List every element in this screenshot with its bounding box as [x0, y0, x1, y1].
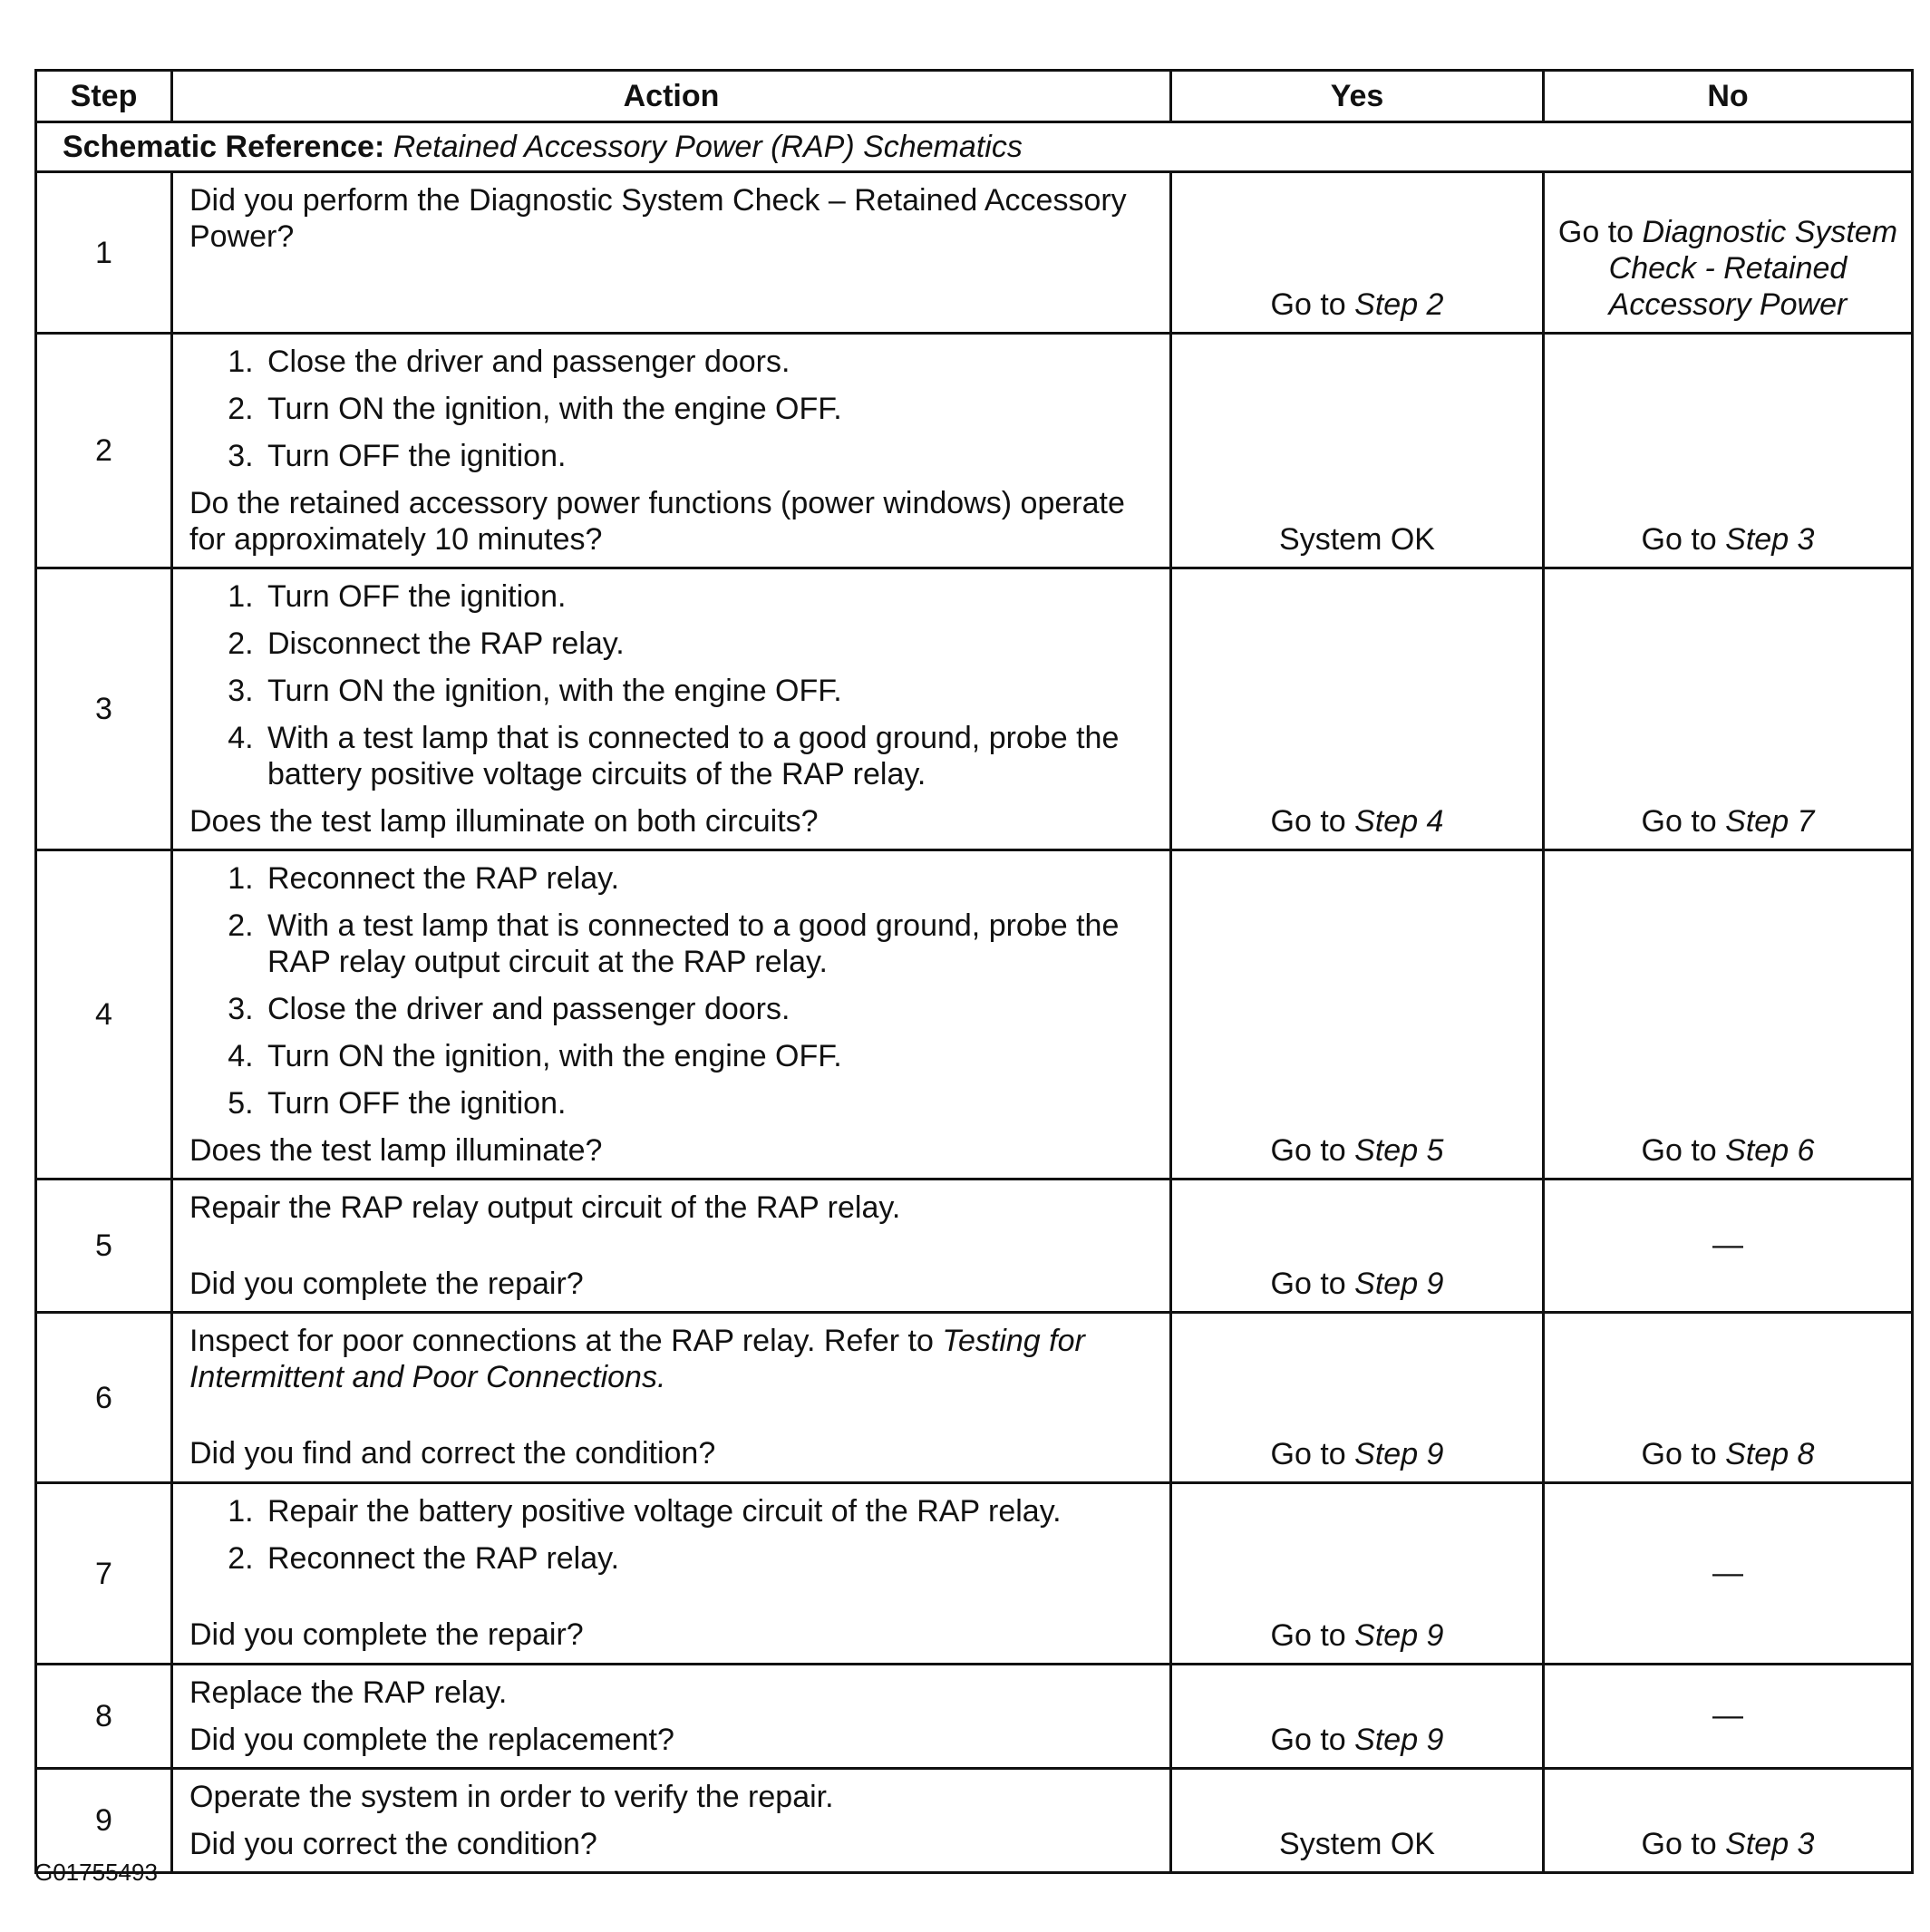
yes-text: System OK	[1279, 1827, 1435, 1861]
no-prefix: Go to	[1641, 1827, 1717, 1861]
step-number: 9	[36, 1769, 172, 1873]
yes-step-link: Step 2	[1354, 287, 1444, 322]
action-list	[189, 578, 1153, 792]
action-question: Does the test lamp illuminate?	[189, 1133, 603, 1168]
action-list-item: 5. Turn OFF the ignition.	[262, 1085, 1153, 1121]
step-number: 5	[36, 1180, 172, 1313]
no-prefix: Go to	[1641, 1437, 1717, 1471]
action-cell	[172, 1769, 1171, 1873]
no-cell	[1544, 1483, 1913, 1665]
no-step-link: Diagnostic System Check - Retained Accessory Power	[1608, 215, 1898, 322]
yes-prefix: Go to	[1270, 1133, 1346, 1168]
yes-prefix: Go to	[1270, 804, 1346, 839]
no-dash: —	[1712, 1555, 1743, 1590]
yes-cell	[1171, 1665, 1544, 1769]
schematic-reference-link: Retained Accessory Power (RAP) Schematics	[393, 130, 1023, 164]
schematic-reference-cell	[36, 122, 1913, 172]
no-prefix: Go to	[1641, 1133, 1717, 1168]
table-row	[36, 568, 1913, 850]
no-dash: —	[1712, 1698, 1743, 1733]
yes-cell	[1171, 172, 1544, 334]
action-cell	[172, 1313, 1171, 1483]
yes-step-link: Step 4	[1354, 804, 1444, 839]
action-cell	[172, 334, 1171, 568]
yes-cell	[1171, 1313, 1544, 1483]
action-text: Operate the system in order to verify the repair.	[189, 1780, 834, 1814]
action-cell	[172, 172, 1171, 334]
no-cell	[1544, 1769, 1913, 1873]
schematic-reference-row	[36, 122, 1913, 172]
yes-prefix: Go to	[1270, 1437, 1346, 1471]
table-row	[36, 1180, 1913, 1313]
no-cell	[1544, 568, 1913, 850]
table-row	[36, 1483, 1913, 1665]
no-cell	[1544, 1665, 1913, 1769]
yes-cell	[1171, 850, 1544, 1180]
table-row	[36, 1313, 1913, 1483]
yes-cell	[1171, 1769, 1544, 1873]
no-step-link: Step 8	[1725, 1437, 1815, 1471]
yes-step-link: Step 9	[1354, 1723, 1444, 1757]
table-row	[36, 172, 1913, 334]
step-number: 1	[36, 172, 172, 334]
yes-text: System OK	[1279, 522, 1435, 557]
header-yes: Yes	[1171, 71, 1544, 122]
no-cell	[1544, 850, 1913, 1180]
yes-cell	[1171, 568, 1544, 850]
action-cell	[172, 1665, 1171, 1769]
action-text: Did you perform the Diagnostic System Check – Retained Accessory Power?	[189, 183, 1127, 254]
diagnostic-table-container	[34, 69, 1911, 1874]
action-question: Do the retained accessory power functions (power windows) operate for approximately 10 minutes?	[189, 486, 1125, 557]
no-prefix: Go to	[1641, 804, 1717, 839]
action-list	[189, 344, 1153, 474]
action-list-item: 1. Reconnect the RAP relay.	[262, 860, 1153, 897]
header-no: No	[1544, 71, 1913, 122]
no-step-link: Step 3	[1725, 1827, 1815, 1861]
action-text: Replace the RAP relay.	[189, 1675, 508, 1710]
yes-cell	[1171, 334, 1544, 568]
action-question: Did you complete the repair?	[189, 1617, 584, 1652]
action-list-item: 1. Repair the battery positive voltage circuit of the RAP relay.	[262, 1493, 1153, 1529]
action-question: Did you complete the replacement?	[189, 1723, 674, 1757]
table-row	[36, 1665, 1913, 1769]
action-cell	[172, 568, 1171, 850]
action-list-item: 3. Close the driver and passenger doors.	[262, 991, 1153, 1027]
action-list	[189, 860, 1153, 1121]
yes-step-link: Step 9	[1354, 1267, 1444, 1301]
header-action: Action	[172, 71, 1171, 122]
action-question: Did you correct the condition?	[189, 1827, 597, 1861]
step-number: 8	[36, 1665, 172, 1769]
action-list-item: 2. Reconnect the RAP relay.	[262, 1540, 1153, 1577]
no-cell	[1544, 1313, 1913, 1483]
action-text: Repair the RAP relay output circuit of the RAP relay.	[189, 1190, 901, 1225]
schematic-reference-label: Schematic Reference:	[63, 130, 385, 164]
figure-code: G01755493	[34, 1859, 158, 1886]
action-reference-link: Testing for Intermittent and Poor Connections.	[189, 1324, 1085, 1394]
table-row	[36, 334, 1913, 568]
header-row	[36, 71, 1913, 122]
action-list-item: 2. Turn ON the ignition, with the engine OFF.	[262, 391, 1153, 427]
yes-prefix: Go to	[1270, 1618, 1346, 1653]
action-question: Did you complete the repair?	[189, 1267, 584, 1301]
step-number: 7	[36, 1483, 172, 1665]
table-row	[36, 850, 1913, 1180]
no-cell	[1544, 1180, 1913, 1313]
action-text	[189, 1323, 1153, 1395]
action-list-item: 2. With a test lamp that is connected to a good ground, probe the RAP relay output circuit at the RAP relay.	[262, 908, 1153, 980]
step-number: 4	[36, 850, 172, 1180]
no-step-link: Step 3	[1725, 522, 1815, 557]
action-cell	[172, 1483, 1171, 1665]
action-cell	[172, 1180, 1171, 1313]
action-text-lead: Inspect for poor connections at the RAP relay. Refer to	[189, 1324, 934, 1358]
no-prefix: Go to	[1641, 522, 1717, 557]
no-cell	[1544, 334, 1913, 568]
no-prefix: Go to	[1557, 215, 1634, 249]
no-step-link: Step 6	[1725, 1133, 1815, 1168]
yes-step-link: Step 5	[1354, 1133, 1444, 1168]
action-list-item: 3. Turn ON the ignition, with the engine OFF.	[262, 673, 1153, 709]
action-cell	[172, 850, 1171, 1180]
yes-prefix: Go to	[1270, 1723, 1346, 1757]
step-number: 2	[36, 334, 172, 568]
yes-cell	[1171, 1483, 1544, 1665]
step-number: 3	[36, 568, 172, 850]
action-list-item: 4. Turn ON the ignition, with the engine OFF.	[262, 1038, 1153, 1074]
action-list-item: 1. Close the driver and passenger doors.	[262, 344, 1153, 380]
no-dash: —	[1712, 1228, 1743, 1262]
diagnostic-table	[34, 69, 1914, 1874]
header-step: Step	[36, 71, 172, 122]
action-question: Does the test lamp illuminate on both circuits?	[189, 804, 819, 839]
action-list-item: 3. Turn OFF the ignition.	[262, 438, 1153, 474]
step-number: 6	[36, 1313, 172, 1483]
yes-step-link: Step 9	[1354, 1437, 1444, 1471]
action-list-item: 4. With a test lamp that is connected to a good ground, probe the battery positive voltage circuits of the RAP relay.	[262, 720, 1153, 792]
action-question: Did you find and correct the condition?	[189, 1436, 716, 1471]
action-list-item: 1. Turn OFF the ignition.	[262, 578, 1153, 615]
yes-prefix: Go to	[1270, 287, 1346, 322]
yes-prefix: Go to	[1270, 1267, 1346, 1301]
yes-step-link: Step 9	[1354, 1618, 1444, 1653]
table-row	[36, 1769, 1913, 1873]
no-cell	[1544, 172, 1913, 334]
action-list	[189, 1493, 1153, 1577]
yes-cell	[1171, 1180, 1544, 1313]
no-step-link: Step 7	[1725, 804, 1815, 839]
action-list-item: 2. Disconnect the RAP relay.	[262, 626, 1153, 662]
